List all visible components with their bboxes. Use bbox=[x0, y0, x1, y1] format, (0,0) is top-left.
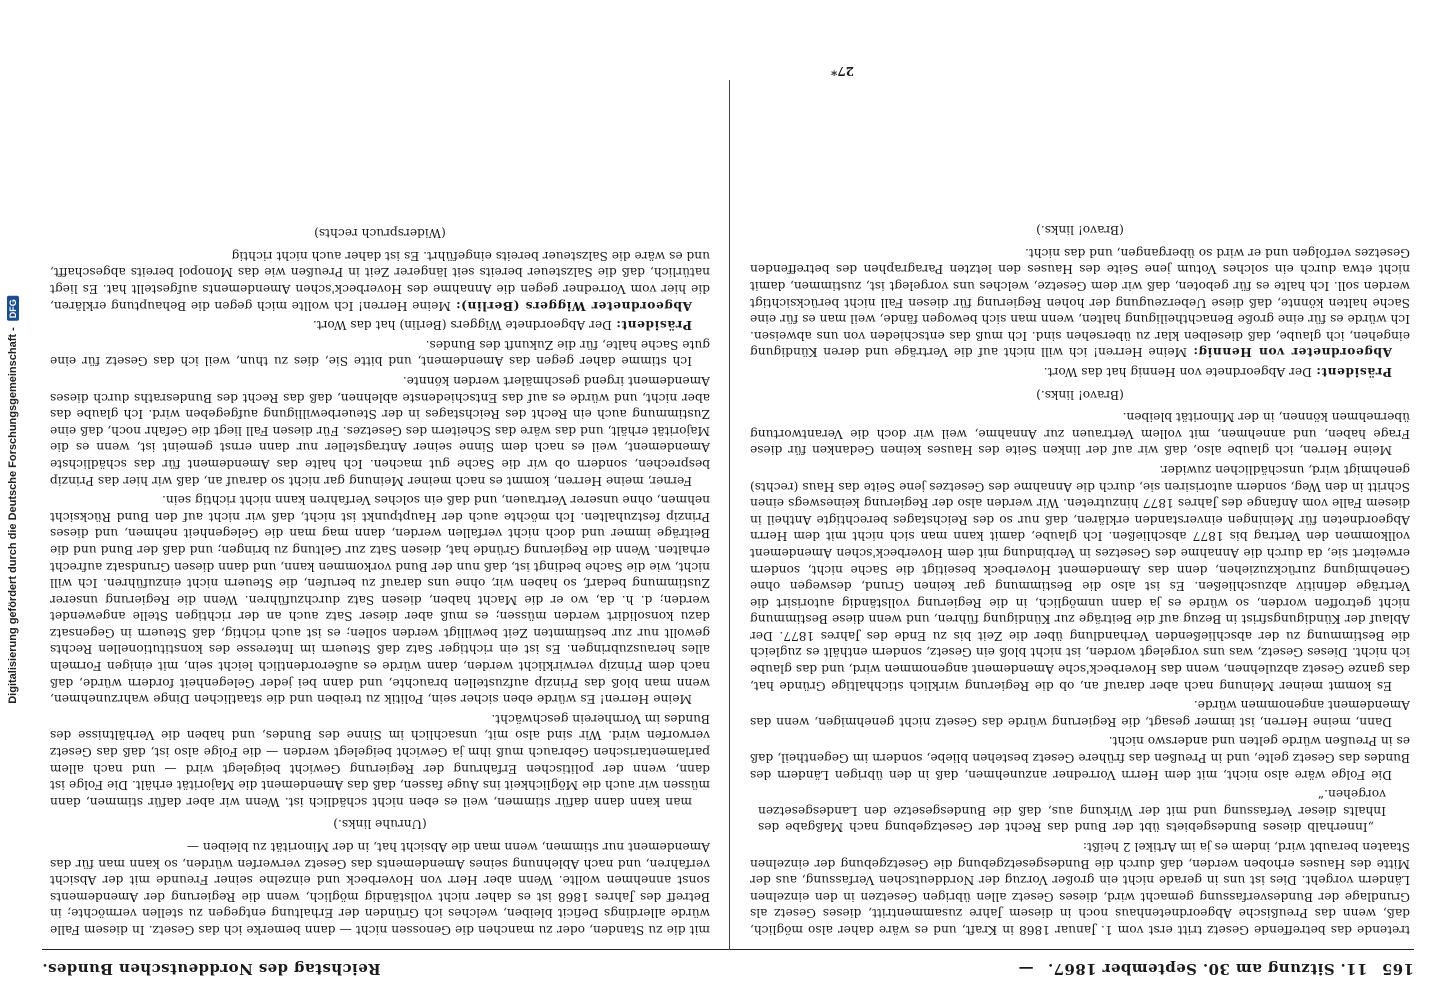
interjection: (Bravo! links.) bbox=[1036, 387, 1124, 402]
interjection: (Unruhe links.) bbox=[333, 817, 427, 832]
interjection: (Bravo! links.) bbox=[1036, 223, 1124, 238]
paragraph: Es kommt meiner Meinung nach aber darauf an, ob die Regierung wirklich stichhaltige Gründe hat, das ganze Gesetz abzulehnen, wenn das Hoverbeck'sche Amendement angenommen wird, und das glaube ich nicht. Dieses Gesetz, was uns vorgelegt worden, ist nicht bloß ein Gesetz, sondern enthält es zugleich die Bestimmung zu der abschließenden Verhandlung über die Zeit bis zu Ende des Jahres 1877. Der Ablauf der Kündigungsfrist in Bezug auf die Beiträge zur Kündigung führen, und wenn diese Bestimmung nicht getroffen worden, so würde es ja dann unmöglich, in die Regierung vollständig autorisirt die Verträge definitiv abzuschließen. Es ist also die Bestimmung gar keinen Grund, deswegen ohne Genehmigung zurückzuziehen, denn das Amendement Hoverbeck beseitigt die Sache nicht, sondern erweitert sie, da durch die Annahme des Gesetzes in Verbindung mit dem Hoverbeck'schen Amendement vollkommen den Vertrag bis 1877 abschließen. Ich glaube, damit kann man sich nicht mit dem Herrn Abgeordneten für Meiningen einverstanden erklären, daß nur so des Reichstages berechtigte Antheil in diesem Falle vom Anfange des Jahres 1877 hinzutreten. Wir werden also der Regierung keineswegs einen Schritt in den Weg, sondern autorisiren sie, durch die Annahme des Gesetzes jene Seite das Haus (rechts) genehmigt wird, unschädlichen zuwider. bbox=[750, 462, 1410, 693]
speaker-name: Abgeordneter von Hennig: bbox=[1192, 345, 1392, 360]
session-title: 11. Sitzung am 30. September 1867. bbox=[1047, 960, 1368, 978]
speech-text: Meine Herren! Ich wollte mich gegen die Behauptung erklären, die hier vom Vorredner gegen die Annahme des Hoverbeck'schen Amendements aufgestellt hat. Es liegt natürlich, daß die Salzsteuer bereits seit längerer Zeit in Preußen wie das Monopol bereits abgeschafft, und es wäre die Salzsteuer bereits eingeführt. Es ist daher auch nicht richtig bbox=[50, 248, 710, 313]
dfg-logo: DFG bbox=[7, 296, 19, 321]
header-rule bbox=[42, 949, 1414, 950]
paragraph: Meine Herren, ich glaube also, daß wir auf der linken Seite des Hauses keinen Gedanken für diese Frage haben, und annehmen, mit vollem Vertrauen zur Annahme, weil wir doch die Verantwortung übernehmen können, in der Minorität bleiben. bbox=[750, 410, 1410, 458]
speech-text: Der Abgeordnete Wiggers (Berlin) hat das Wort. bbox=[312, 318, 612, 333]
paragraph: mit die zu Standen, oder zu manchen die Genossen nicht — dann bemerke ich das Gesetz. In diesem Falle würde allerdings Deficit bleiben, welches ich Gründen der Erhaltung entgegen zu stellen vermöchte; in Betreff des Jahres 1868 ist es daher nicht vollständig möglich, wenn die Regierung der Amendements sonst annehmen wollte. Wenn aber Herr von Hoverbeck und einzelne seiner Freunde mit der Absicht verfahren, und nach Ablehnung seines Amendements das Gesetz verwerfen würden, so kann man für das Amendement nur stimmen, wenn man die Absicht hat, in der Minorität zu bleiben — bbox=[50, 840, 710, 937]
signature-mark: 27* bbox=[831, 64, 854, 78]
paragraph: tretende das betreffende Gesetz tritt erst vom 1. Januar 1868 in Kraft, und es wäre daher also möglich, daß, wenn das Preußische Abgeordnetenhaus noch in diesem Jahre zusammentritt, dieses Gesetz als Grundlage der Bundesverfassung gemacht wird, dieses Gesetz allen übrigen Gesetzen in den einzelnen Ländern vorgeht. Dies ist uns in gerade nicht ein großer Vorzug der Norddeutschen Verfassung, aus der Mitte des Hauses erhoben werden, daß durch die Bundesgesetzgebung die Gesetzgebung der einzelnen Staaten beraubt wird, indem es ja im Artikel 2 heißt: bbox=[750, 840, 1410, 937]
column-divider bbox=[729, 80, 730, 950]
quotation: „Innerhalb dieses Bundesgebiets übt der Bund das Recht der Gesetzgebung nach Maßgabe des Inhalts dieser Verfassung und mit der Wirkung aus, daß die Bundesgesetze den Landesgesetzen vorgehen.“ bbox=[758, 787, 1386, 835]
speech-paragraph bbox=[50, 317, 710, 334]
paragraph: Ich stimme daher gegen das Amendement, und bitte Sie, dies zu thun, weil ich das Gesetz für eine gute Sache halte, für die Zukunft des Bundes. bbox=[50, 337, 710, 369]
left-column bbox=[750, 78, 1410, 938]
paragraph: Ferner, meine Herren, kommt es nach meiner Meinung gar nicht so darauf an, daß wir hier das Prinzip besprechen, sondern ob wir die Sache gut machen. Ich halte das Amendement für das schädlichste Amendement, weil es nach dem Sinne seiner Antragsteller nur dann ernst gemeint ist, wenn es die Majorität erhält, und das wäre das Scheitern des Gesetzes. Für diesen Fall liegt die Gefahr noch, daß eine Zustimmung auch ein Recht des Reichstages in der Steuerbewilligung aufgegeben wird. Ich glaube das aber nicht, und würde es auf das Entschiedenste ablehnen, daß das Recht des Bundesraths durch dieses Amendement irgend geschmälert werden könnte. bbox=[50, 374, 710, 488]
speech-paragraph bbox=[750, 244, 1410, 360]
paragraph: man kann dann dafür stimmen, weil es eben nicht schädlich ist. Wenn wir aber dafür stimmen, dann müssen wir auch die Möglichkeit ins Auge fassen, daß das Amendement die Majorität erhält. Die Folge ist dann, wenn der politischen Erfahrung der Regierung Gewicht beigelegt wird — und nach allem parlamentarischen Gebrauch muß ihm ja Gewicht beigelegt werden — die Folge also ist, daß das Gesetz verworfen wird. Wir sind also mit, unsachlich im Sinne des Bundes, und haben die Verhältnisse des Bundes im Vornherein geschwächt. bbox=[50, 711, 710, 809]
speaker-name: Abgeordneter Wiggers (Berlin): bbox=[455, 298, 692, 313]
scanned-page bbox=[42, 38, 1414, 978]
speech-paragraph bbox=[50, 247, 710, 313]
paragraph: Dann, meine Herren, ist immer gesagt, die Regierung würde das Gesetz nicht genehmigen, wenn das Amendement angenommen würde. bbox=[750, 698, 1410, 729]
paragraph: Die Folge wäre also nicht, mit dem Herrn Vorredner anzunehmen, daß in den übrigen Ländern des Bundes das Gesetz gelte, und in Preußen das frühere Gesetz bestehen bliebe, sondern im Gegentheil, daß es in Preußen würde gelten und anderswo nicht. bbox=[750, 734, 1410, 782]
page-number: 165 bbox=[1381, 960, 1414, 978]
paragraph: Meine Herren! Es würde eben sicher sein, Politik zu treiben und die staatlichen Dinge wahrzunehmen, wenn man bloß das Prinzip aufzustellen brauchte, und dann bei jeder Gelegenheit fordern würde, daß nach dem Prinzip verwirklicht werden, dann würde es außerordentlich leicht sein, mit einigen Formeln alles herauszubringen. Es ist ein richtiger Satz daß Steuern im Interesse des konstitutionellen Rechts gewollt nur zur bestimmten Zeit bewilligt werden sollen; es ist auch richtig, daß Steuern in Gegensatz dazu konsolidirt werden müssen; es muß aber dieser Satz auch an der richtigen Stelle angewendet werden; d. h. da, wo er die Macht haben, diesen Satz durchzuführen. Wenn die Regierung unserer Zustimmung bedarf, so haben wir, ohne uns darauf zu berufen, die Steuern nicht einzuführen. Ich will nicht, wie die Sache bedingt ist, daß nun der Bund vorkommen kann, und dann diesen Grundsatz aufrecht erhalten. Wenn die Regierung Gründe hat, diesen Satz zur Geltung zu bringen; und daß der Bund und die Beiträge immer und doch nicht verfallen werden, dann mag man die Gelegenheit nehmen, und dieses Prinzip festzuhalten. Ich möchte auch der Hauptpunkt ist nicht, daß wir nicht auf den Bund Rücksicht nehmen, ohne unserer Vertrauen, und daß ein solches Verfahren kann nicht richtig sein. bbox=[50, 493, 710, 707]
interjection: (Widerspruch rechts) bbox=[314, 226, 446, 241]
right-column bbox=[50, 78, 710, 938]
speaker-name: Präsident: bbox=[1315, 365, 1392, 379]
header-dash: — bbox=[1018, 960, 1034, 978]
running-header bbox=[42, 952, 1414, 978]
digitization-credit bbox=[0, 0, 26, 1000]
speech-paragraph bbox=[750, 363, 1410, 380]
publication-title: Reichstag des Norddeutschen Bundes. bbox=[42, 960, 381, 978]
speaker-name: Präsident: bbox=[615, 318, 692, 333]
credit-text: Digitalisierung gefördert durch die Deutsche Forschungsgemeinschaft - bbox=[7, 327, 19, 704]
speech-text: Der Abgeordnete von Hennig hat das Wort. bbox=[1043, 365, 1312, 379]
speech-text: Meine Herren! ich will nicht auf die Verträge und deren Kündigung eingehen, ich glaube, daß dieselben klar zu übersehen sind. Ich muß das entschieden von uns abweisen. Ich würde es für eine große Benachtheiligung halten, wenn man sich bewogen fände, weil man es für eine Sache halten könnte, daß diese Ueberzeugung der hohen Regierung für diesen Fall nicht berücksichtigt werden soll. Ich halte es für geboten, daß wir dem Gesetze, welches uns vorgelegt ist, zustimmen, damit nicht etwa durch ein solches Votum jene Seite des Hauses den letzten Paragraphen des betreffenden Gesetzes verfolgen und er wird so übergangen, und das nicht. bbox=[750, 245, 1410, 360]
